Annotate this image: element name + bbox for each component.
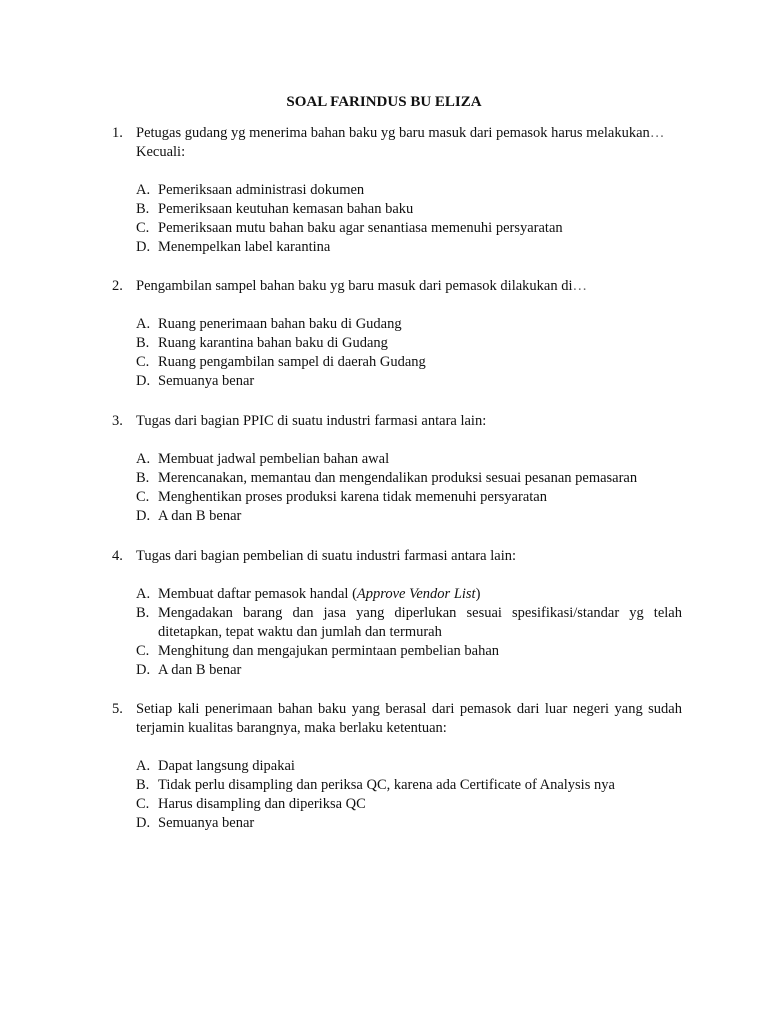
option-list bbox=[136, 450, 682, 526]
option-d: D. Semuanya benar bbox=[136, 373, 255, 389]
page-title: SOAL FARINDUS BU ELIZA bbox=[286, 94, 482, 110]
option-c: C. Harus disampling dan diperiksa QC bbox=[136, 796, 366, 812]
option-a: A. Dapat langsung dipakai bbox=[136, 758, 295, 774]
option-list bbox=[136, 315, 682, 391]
question-1 bbox=[112, 124, 682, 257]
option-a: A. Pemeriksaan administrasi dokumen bbox=[136, 182, 365, 198]
option-list bbox=[136, 585, 682, 680]
option-a: A. Membuat daftar pemasok handal (Approve Vendor List) bbox=[136, 586, 481, 602]
question-text: Pengambilan sampel bahan baku yg baru masuk dari pemasok dilakukan di… bbox=[136, 278, 588, 294]
option-list bbox=[136, 181, 682, 257]
option-b: B. Pemeriksaan keutuhan kemasan bahan baku bbox=[136, 201, 414, 217]
option-a: A. Membuat jadwal pembelian bahan awal bbox=[136, 451, 390, 467]
option-d: D. A dan B benar bbox=[136, 508, 242, 524]
option-c: C. Pemeriksaan mutu bahan baku agar senantiasa memenuhi persyaratan bbox=[136, 220, 563, 236]
option-d: D. Semuanya benar bbox=[136, 815, 255, 831]
option-a: A. Ruang penerimaan bahan baku di Gudang bbox=[136, 316, 402, 332]
option-b: B. Ruang karantina bahan baku di Gudang bbox=[136, 335, 388, 351]
question-number: 5. bbox=[112, 701, 123, 717]
question-text: Setiap kali penerimaan bahan baku yang berasal dari pemasok dari luar negeri yang sudah terjamin kualitas barangnya, maka berlaku ketentuan: bbox=[136, 701, 682, 736]
question-text: Petugas gudang yg menerima bahan baku yg baru masuk dari pemasok harus melakukan… Kecuali: bbox=[136, 125, 665, 160]
question-3 bbox=[112, 412, 682, 526]
option-c: C. Menghitung dan mengajukan permintaan pembelian bahan bbox=[136, 643, 500, 659]
option-c: C. Menghentikan proses produksi karena tidak memenuhi persyaratan bbox=[136, 489, 547, 505]
option-c: C. Ruang pengambilan sampel di daerah Gudang bbox=[136, 354, 426, 370]
question-number: 4. bbox=[112, 548, 123, 564]
question-number: 2. bbox=[112, 278, 123, 294]
question-number: 3. bbox=[112, 413, 123, 429]
question-4 bbox=[112, 547, 682, 680]
question-2 bbox=[112, 277, 682, 391]
option-d: D. A dan B benar bbox=[136, 662, 242, 678]
option-b: B. Merencanakan, memantau dan mengendalikan produksi sesuai pesanan pemasaran bbox=[136, 470, 638, 486]
option-b: B. Mengadakan barang dan jasa yang diperlukan sesuai spesifikasi/standar yg telah ditetapkan, tepat waktu dan jumlah dan termurah bbox=[136, 605, 682, 640]
question-text: Tugas dari bagian pembelian di suatu industri farmasi antara lain: bbox=[136, 548, 516, 564]
question-number: 1. bbox=[112, 125, 123, 141]
option-d: D. Menempelkan label karantina bbox=[136, 239, 331, 255]
option-b: B. Tidak perlu disampling dan periksa QC, karena ada Certificate of Analysis nya bbox=[136, 777, 615, 793]
question-text: Tugas dari bagian PPIC di suatu industri farmasi antara lain: bbox=[136, 413, 487, 429]
option-list bbox=[136, 757, 682, 833]
question-5 bbox=[112, 700, 682, 833]
